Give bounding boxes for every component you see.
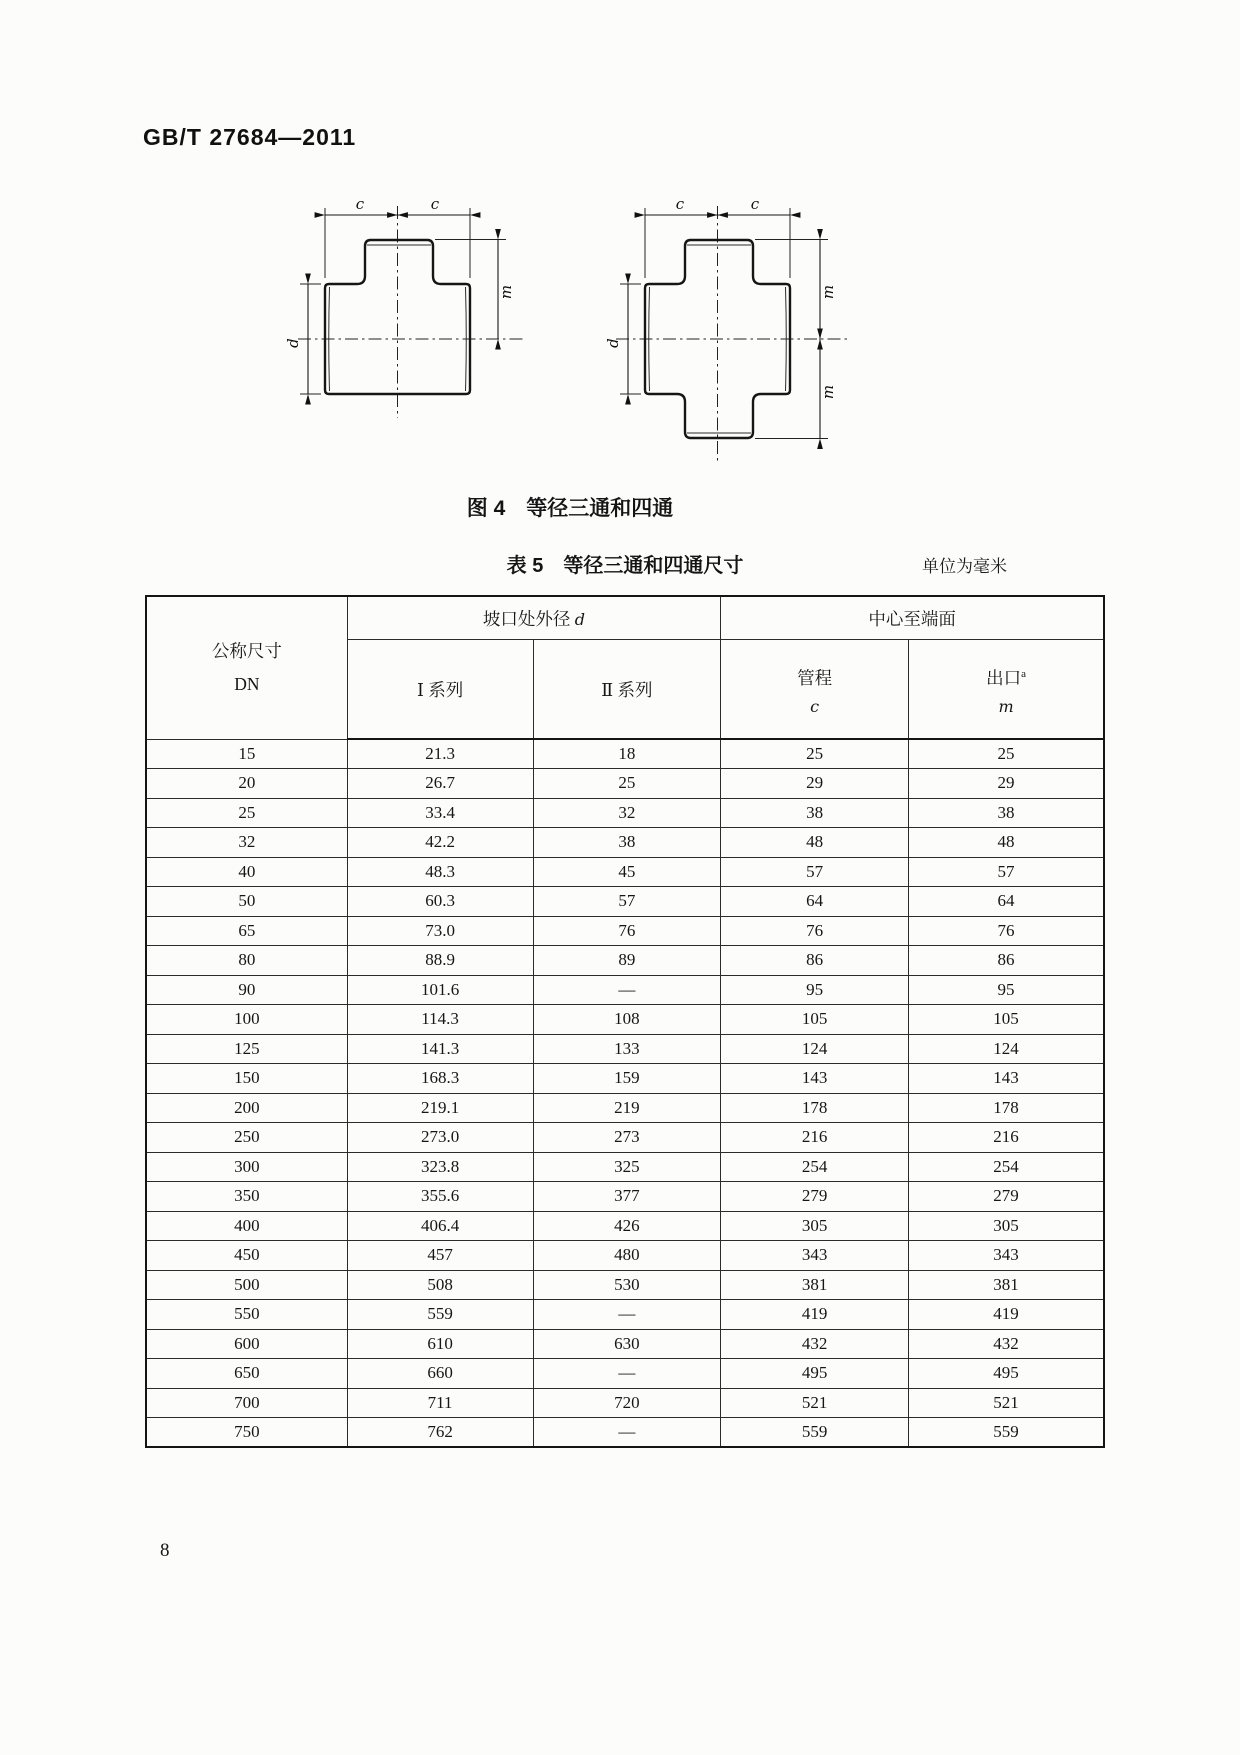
table-cell: 279 bbox=[721, 1182, 909, 1212]
table-cell: 650 bbox=[146, 1359, 347, 1389]
table-cell: 76 bbox=[909, 916, 1104, 946]
table-cell: 168.3 bbox=[347, 1064, 533, 1094]
table-cell: 750 bbox=[146, 1418, 347, 1448]
table-cell: 124 bbox=[909, 1034, 1104, 1064]
header-series1: Ⅰ 系列 bbox=[347, 640, 533, 740]
table-cell: 457 bbox=[347, 1241, 533, 1271]
table-cell: 159 bbox=[533, 1064, 721, 1094]
table-cell: — bbox=[533, 1359, 721, 1389]
table-cell: 29 bbox=[909, 769, 1104, 799]
table-cell: 48.3 bbox=[347, 857, 533, 887]
table-cell: 178 bbox=[721, 1093, 909, 1123]
header-dn-code: DN bbox=[234, 673, 260, 694]
table-row bbox=[146, 1064, 1104, 1094]
table-cell: 76 bbox=[721, 916, 909, 946]
table-cell: 711 bbox=[347, 1388, 533, 1418]
table-cell: 660 bbox=[347, 1359, 533, 1389]
table-cell: 105 bbox=[721, 1005, 909, 1035]
table-cell: 419 bbox=[721, 1300, 909, 1330]
table-cell: 40 bbox=[146, 857, 347, 887]
unit-note: 单位为毫米 bbox=[922, 557, 1007, 576]
table-cell: 100 bbox=[146, 1005, 347, 1035]
table-cell: 21.3 bbox=[347, 739, 533, 769]
header-outlet-name: 出口 bbox=[986, 668, 1022, 688]
table-cell: 105 bbox=[909, 1005, 1104, 1035]
table-cell: 57 bbox=[533, 887, 721, 917]
table-cell: 343 bbox=[721, 1241, 909, 1271]
table-cell: 18 bbox=[533, 739, 721, 769]
table-cell: — bbox=[533, 1300, 721, 1330]
table-row bbox=[146, 887, 1104, 917]
table-cell: 559 bbox=[721, 1418, 909, 1448]
table-cell: 305 bbox=[721, 1211, 909, 1241]
page-number: 8 bbox=[160, 1540, 170, 1561]
table-cell: 530 bbox=[533, 1270, 721, 1300]
symbol-c: c bbox=[810, 697, 820, 716]
table-cell: 521 bbox=[721, 1388, 909, 1418]
table-row bbox=[146, 1241, 1104, 1271]
table-cell: 15 bbox=[146, 739, 347, 769]
table-cell: 124 bbox=[721, 1034, 909, 1064]
table-cell: 25 bbox=[533, 769, 721, 799]
table-cell: 279 bbox=[909, 1182, 1104, 1212]
table-cell: 20 bbox=[146, 769, 347, 799]
header-outlet-m bbox=[909, 640, 1104, 740]
table-cell: 150 bbox=[146, 1064, 347, 1094]
table-cell: 26.7 bbox=[347, 769, 533, 799]
table-cell: — bbox=[533, 1418, 721, 1448]
table-cell: 64 bbox=[909, 887, 1104, 917]
table-cell: 350 bbox=[146, 1182, 347, 1212]
table-cell: 381 bbox=[721, 1270, 909, 1300]
table-row bbox=[146, 769, 1104, 799]
table-cell: 720 bbox=[533, 1388, 721, 1418]
table-cell: 559 bbox=[909, 1418, 1104, 1448]
table-cell: 400 bbox=[146, 1211, 347, 1241]
cross-label-m-lower: m bbox=[819, 384, 837, 400]
header-dn-name: 公称尺寸 bbox=[211, 640, 282, 661]
table-row bbox=[146, 1300, 1104, 1330]
tee-label-c-left: c bbox=[355, 195, 365, 213]
table-row bbox=[146, 828, 1104, 858]
table-cell: 508 bbox=[347, 1270, 533, 1300]
table-cell: 450 bbox=[146, 1241, 347, 1271]
table-cell: 38 bbox=[909, 798, 1104, 828]
table-cell: 323.8 bbox=[347, 1152, 533, 1182]
table-row bbox=[146, 1418, 1104, 1448]
table-cell: 550 bbox=[146, 1300, 347, 1330]
table-cell: 143 bbox=[721, 1064, 909, 1094]
symbol-m: m bbox=[998, 697, 1014, 716]
table-cell: 95 bbox=[909, 975, 1104, 1005]
dimension-table bbox=[145, 595, 1105, 1448]
table-cell: 762 bbox=[347, 1418, 533, 1448]
table-cell: 125 bbox=[146, 1034, 347, 1064]
table-cell: 273.0 bbox=[347, 1123, 533, 1153]
table-cell: 32 bbox=[533, 798, 721, 828]
table-cell: 45 bbox=[533, 857, 721, 887]
table-cell: 495 bbox=[909, 1359, 1104, 1389]
table-cell: 25 bbox=[909, 739, 1104, 769]
table-cell: 700 bbox=[146, 1388, 347, 1418]
table-cell: 419 bbox=[909, 1300, 1104, 1330]
tee-label-c-right: c bbox=[430, 195, 440, 213]
doc-number: GB/T 27684—2011 bbox=[143, 124, 357, 150]
table-cell: 32 bbox=[146, 828, 347, 858]
table-cell: 432 bbox=[909, 1329, 1104, 1359]
table-cell: 57 bbox=[721, 857, 909, 887]
table-cell: 521 bbox=[909, 1388, 1104, 1418]
table-cell: — bbox=[533, 975, 721, 1005]
table-row bbox=[146, 946, 1104, 976]
table-row bbox=[146, 1329, 1104, 1359]
header-run-name: 管程 bbox=[797, 668, 833, 688]
header-outlet-footnote: a bbox=[1021, 668, 1026, 681]
table-cell: 65 bbox=[146, 916, 347, 946]
table-cell: 610 bbox=[347, 1329, 533, 1359]
table-caption: 表 5 等径三通和四通尺寸 bbox=[506, 555, 744, 577]
table-row bbox=[146, 1182, 1104, 1212]
table-cell: 86 bbox=[909, 946, 1104, 976]
table-cell: 300 bbox=[146, 1152, 347, 1182]
table-cell: 219 bbox=[533, 1093, 721, 1123]
table-cell: 57 bbox=[909, 857, 1104, 887]
table-cell: 381 bbox=[909, 1270, 1104, 1300]
table-cell: 219.1 bbox=[347, 1093, 533, 1123]
table-cell: 76 bbox=[533, 916, 721, 946]
table-cell: 559 bbox=[347, 1300, 533, 1330]
cross-label-c-left: c bbox=[675, 195, 685, 213]
table-cell: 325 bbox=[533, 1152, 721, 1182]
table-cell: 406.4 bbox=[347, 1211, 533, 1241]
table-cell: 64 bbox=[721, 887, 909, 917]
table-cell: 48 bbox=[909, 828, 1104, 858]
cross-label-d: d bbox=[604, 338, 622, 348]
table-cell: 73.0 bbox=[347, 916, 533, 946]
table-cell: 426 bbox=[533, 1211, 721, 1241]
header-series2: Ⅱ 系列 bbox=[533, 640, 721, 740]
table-cell: 377 bbox=[533, 1182, 721, 1212]
cross-label-c-right: c bbox=[750, 195, 760, 213]
table-row bbox=[146, 1270, 1104, 1300]
table-row bbox=[146, 1211, 1104, 1241]
table-cell: 60.3 bbox=[347, 887, 533, 917]
table-cell: 38 bbox=[533, 828, 721, 858]
table-cell: 273 bbox=[533, 1123, 721, 1153]
table-cell: 216 bbox=[721, 1123, 909, 1153]
table-cell: 25 bbox=[721, 739, 909, 769]
table-cell: 254 bbox=[909, 1152, 1104, 1182]
table-cell: 305 bbox=[909, 1211, 1104, 1241]
header-group-outside-diameter: 坡口处外径 d bbox=[347, 596, 721, 640]
table-row bbox=[146, 1152, 1104, 1182]
table-cell: 33.4 bbox=[347, 798, 533, 828]
table-cell: 495 bbox=[721, 1359, 909, 1389]
table-row bbox=[146, 1093, 1104, 1123]
table-cell: 355.6 bbox=[347, 1182, 533, 1212]
table-cell: 48 bbox=[721, 828, 909, 858]
table-cell: 95 bbox=[721, 975, 909, 1005]
table-cell: 343 bbox=[909, 1241, 1104, 1271]
cross-drawing bbox=[588, 168, 898, 468]
table-cell: 500 bbox=[146, 1270, 347, 1300]
table-cell: 89 bbox=[533, 946, 721, 976]
table-cell: 200 bbox=[146, 1093, 347, 1123]
header-run-c bbox=[721, 640, 909, 740]
table-cell: 50 bbox=[146, 887, 347, 917]
table-cell: 80 bbox=[146, 946, 347, 976]
table-row bbox=[146, 1034, 1104, 1064]
figure-caption: 图 4 等径三通和四通 bbox=[466, 497, 674, 520]
table-cell: 133 bbox=[533, 1034, 721, 1064]
table-row bbox=[146, 1123, 1104, 1153]
table-cell: 143 bbox=[909, 1064, 1104, 1094]
tee-label-d: d bbox=[284, 338, 302, 348]
table-cell: 86 bbox=[721, 946, 909, 976]
table-row bbox=[146, 975, 1104, 1005]
table-cell: 250 bbox=[146, 1123, 347, 1153]
table-row bbox=[146, 739, 1104, 769]
table-cell: 480 bbox=[533, 1241, 721, 1271]
table-row bbox=[146, 798, 1104, 828]
table-row bbox=[146, 1388, 1104, 1418]
table-body bbox=[146, 739, 1104, 1447]
symbol-d: d bbox=[574, 609, 586, 629]
table-row bbox=[146, 916, 1104, 946]
tee-label-m: m bbox=[497, 284, 515, 300]
header-group-center-to-end: 中心至端面 bbox=[721, 596, 1104, 640]
tee-drawing bbox=[268, 168, 568, 430]
table-cell: 25 bbox=[146, 798, 347, 828]
table-cell: 88.9 bbox=[347, 946, 533, 976]
table-cell: 178 bbox=[909, 1093, 1104, 1123]
table-row bbox=[146, 857, 1104, 887]
table-cell: 254 bbox=[721, 1152, 909, 1182]
table-row bbox=[146, 1359, 1104, 1389]
table-cell: 101.6 bbox=[347, 975, 533, 1005]
table-cell: 141.3 bbox=[347, 1034, 533, 1064]
header-dn bbox=[146, 596, 347, 739]
cross-label-m-upper: m bbox=[819, 284, 837, 300]
header-group-row bbox=[146, 596, 1104, 640]
table-cell: 108 bbox=[533, 1005, 721, 1035]
table-cell: 114.3 bbox=[347, 1005, 533, 1035]
table-cell: 600 bbox=[146, 1329, 347, 1359]
table-cell: 42.2 bbox=[347, 828, 533, 858]
table-cell: 216 bbox=[909, 1123, 1104, 1153]
table-cell: 38 bbox=[721, 798, 909, 828]
table-cell: 432 bbox=[721, 1329, 909, 1359]
table-caption-row bbox=[145, 549, 1105, 579]
table-cell: 90 bbox=[146, 975, 347, 1005]
table-cell: 29 bbox=[721, 769, 909, 799]
table-cell: 630 bbox=[533, 1329, 721, 1359]
table-row bbox=[146, 1005, 1104, 1035]
